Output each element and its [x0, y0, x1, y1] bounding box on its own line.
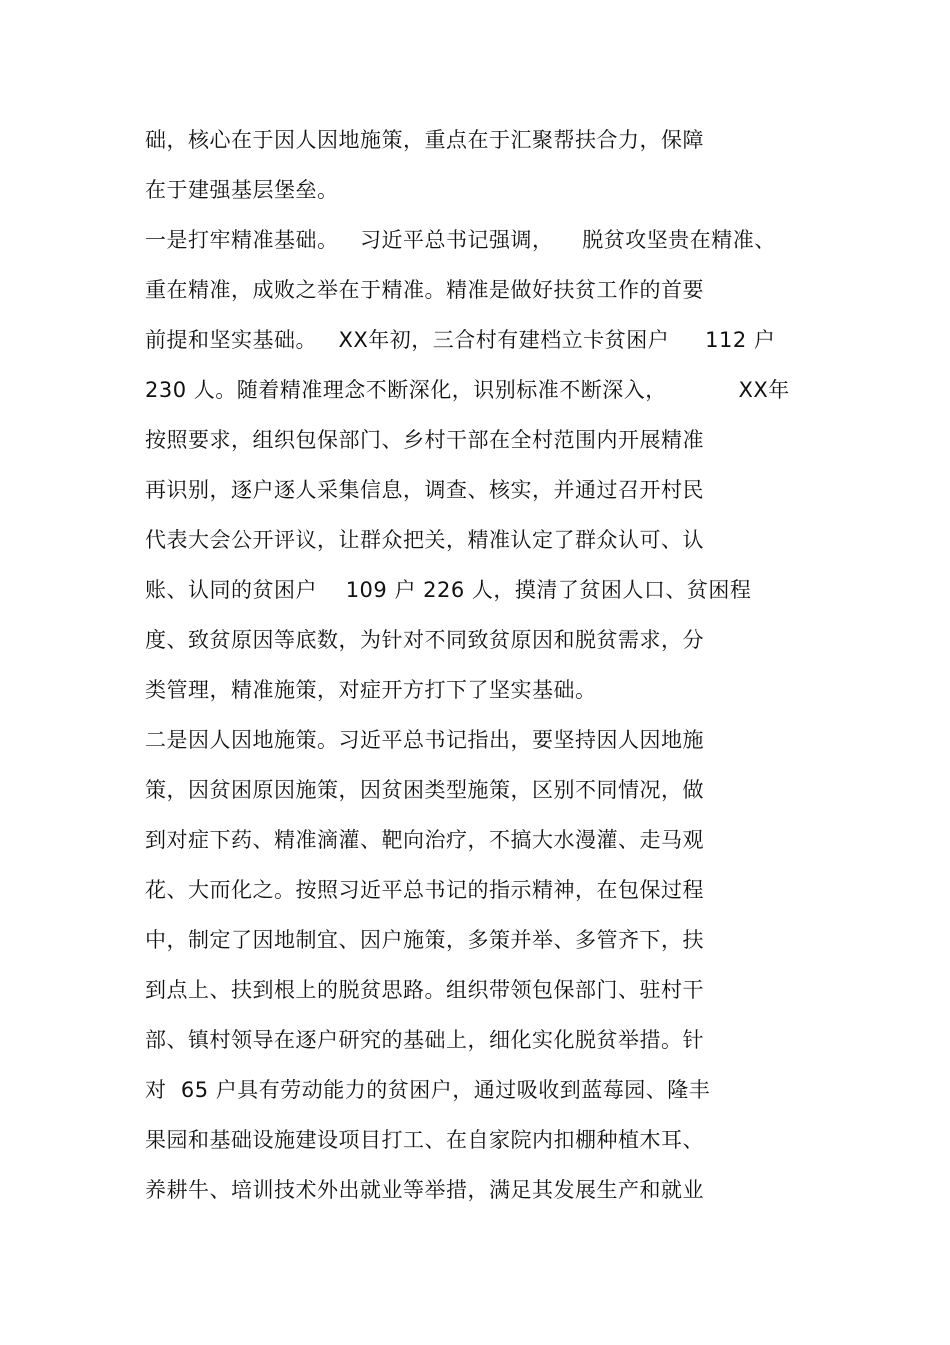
text-line: 到对症下药、精准滴灌、靶向治疗，不搞大水漫灌、走马观	[145, 828, 704, 852]
text-line: 前提和坚实基础。 XX年初，三合村有建档立卡贫困户 112 户	[145, 328, 776, 352]
text-line: 重在精准，成败之举在于精准。精准是做好扶贫工作的首要	[145, 278, 704, 302]
text-line: 度、致贫原因等底数，为针对不同致贫原因和脱贫需求，分	[145, 628, 704, 652]
text-line: 代表大会公开评议，让群众把关，精准认定了群众认可、认	[145, 528, 704, 552]
text-line: 类管理，精准施策，对症开方打下了坚实基础。	[145, 678, 597, 702]
text-line: 对 65 户具有劳动能力的贫困户，通过吸收到蓝莓园、隆丰	[145, 1078, 711, 1102]
text-line: 二是因人因地施策。习近平总书记指出，要坚持因人因地施	[145, 728, 704, 752]
text-line: 按照要求，组织包保部门、乡村干部在全村范围内开展精准	[145, 428, 704, 452]
text-line: 再识别，逐户逐人采集信息，调查、核实，并通过召开村民	[145, 478, 704, 502]
text-line: 账、认同的贫困户 109 户 226 人，摸清了贫困人口、贫困程	[145, 578, 752, 602]
text-line: 养耕牛、培训技术外出就业等举措，满足其发展生产和就业	[145, 1178, 704, 1202]
text-line: 部、镇村领导在逐户研究的基础上，细化实化脱贫举措。针	[145, 1028, 704, 1052]
text-line: 果园和基础设施建设项目打工、在自家院内扣棚种植木耳、	[145, 1128, 704, 1152]
text-line: 230 人。随着精准理念不断深化，识别标准不断深入， XX年	[145, 378, 790, 402]
text-line: 在于建强基层堡垒。	[145, 178, 339, 202]
text-line: 策，因贫困原因施策，因贫困类型施策，区别不同情况，做	[145, 778, 704, 802]
text-line: 础，核心在于因人因地施策，重点在于汇聚帮扶合力，保障	[145, 128, 704, 152]
text-line: 中，制定了因地制宜、因户施策，多策并举、多管齐下，扶	[145, 928, 704, 952]
text-line: 一是打牢精准基础。 习近平总书记强调， 脱贫攻坚贵在精准、	[145, 228, 776, 252]
text-line: 到点上、扶到根上的脱贫思路。组织带领包保部门、驻村干	[145, 978, 704, 1002]
text-line: 花、大而化之。按照习近平总书记的指示精神，在包保过程	[145, 878, 704, 902]
